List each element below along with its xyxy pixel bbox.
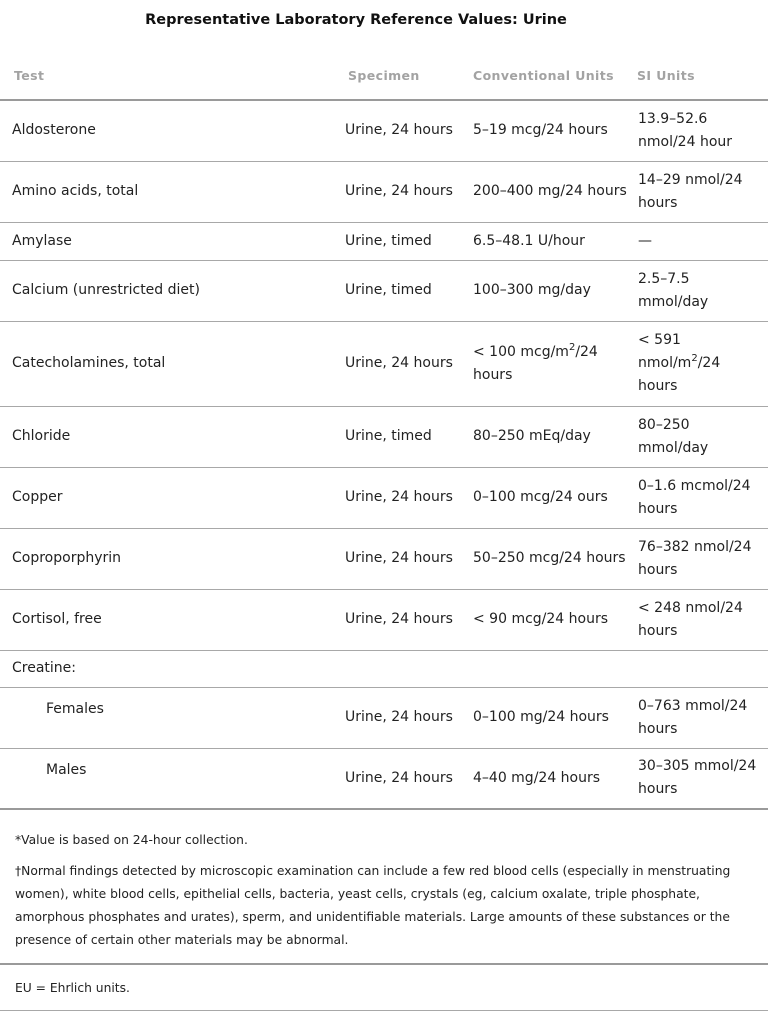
table-header-row (0, 47, 768, 100)
si-value: 2.5–7.5 mmol/day (635, 260, 768, 321)
si-value: 30–305 mmol/24 hours (635, 748, 768, 809)
bottom-divider (0, 1010, 768, 1011)
si-value-text: < 591 nmol/m (638, 332, 692, 371)
test-name: Aldosterone (0, 100, 343, 161)
footnote-divider (0, 963, 768, 965)
test-name: Females (0, 687, 343, 748)
conventional-value (471, 321, 635, 406)
reference-table (0, 47, 768, 810)
specimen: Urine, 24 hours (343, 687, 471, 748)
table-row-cortisol (0, 589, 768, 650)
footnote-microscopic-findings: †Normal findings detected by microscopic examination can include a few red blood cells (especially in menstruating women), white blood cells, epithelial cells, bacteria, yeast cells, crystals (eg, calcium oxalate, triple phosphate, amorphous phosphates and urates), sperm, and unidentifiable materials. Large amounts of these substances or the presence of certain other materials may be abnormal. (15, 864, 731, 947)
si-value: 13.9–52.6 nmol/24 hour (635, 100, 768, 161)
conventional-value: 50–250 mcg/24 hours (471, 528, 635, 589)
specimen: Urine, timed (343, 406, 471, 467)
test-name: Creatine: (0, 650, 343, 687)
table-row-amylase (0, 222, 768, 260)
si-value: 80–250 mmol/day (635, 406, 768, 467)
si-value (635, 650, 768, 687)
table-row-copper (0, 467, 768, 528)
test-name: Amino acids, total (0, 161, 343, 222)
conventional-value: 5–19 mcg/24 hours (471, 100, 635, 161)
si-value-suffix: /24 hours (638, 355, 721, 394)
test-name: Amylase (0, 222, 343, 260)
test-name: Males (0, 748, 343, 809)
si-value: 0–1.6 mcmol/24 hours (635, 467, 768, 528)
conventional-value: 80–250 mEq/day (471, 406, 635, 467)
test-name: Chloride (0, 406, 343, 467)
si-value: 14–29 nmol/24 hours (635, 161, 768, 222)
conventional-value: 0–100 mg/24 hours (471, 687, 635, 748)
test-name: Cortisol, free (0, 589, 343, 650)
test-name: Calcium (unrestricted diet) (0, 260, 343, 321)
conventional-value: 200–400 mg/24 hours (471, 161, 635, 222)
footnote-eu: EU = Ehrlich units. (15, 981, 130, 995)
test-name: Copper (0, 467, 343, 528)
specimen: Urine, 24 hours (343, 321, 471, 406)
conventional-value: 6.5–48.1 U/hour (471, 222, 635, 260)
specimen: Urine, timed (343, 260, 471, 321)
column-header-conventional-units: Conventional Units (471, 47, 635, 100)
test-name: Coproporphyrin (0, 528, 343, 589)
page-title: Representative Laboratory Reference Values: Urine (145, 12, 567, 28)
footnote-24-hour: *Value is based on 24-hour collection. (15, 833, 248, 847)
si-value: < 248 nmol/24 hours (635, 589, 768, 650)
specimen: Urine, 24 hours (343, 748, 471, 809)
specimen: Urine, 24 hours (343, 528, 471, 589)
table-row-chloride (0, 406, 768, 467)
column-header-si-units: SI Units (635, 47, 768, 100)
conventional-value-text: < 100 mcg/m (473, 343, 569, 360)
specimen: Urine, 24 hours (343, 100, 471, 161)
si-value: 0–763 mmol/24 hours (635, 687, 768, 748)
specimen: Urine, 24 hours (343, 467, 471, 528)
test-name: Catecholamines, total (0, 321, 343, 406)
conventional-value: 100–300 mg/day (471, 260, 635, 321)
specimen: Urine, 24 hours (343, 161, 471, 222)
table-row-amino-acids (0, 161, 768, 222)
table-row-calcium (0, 260, 768, 321)
specimen: Urine, timed (343, 222, 471, 260)
column-header-test: Test (0, 47, 343, 100)
specimen (343, 650, 471, 687)
table-row-creatine-group (0, 650, 768, 687)
superscript-exponent: 2 (691, 353, 698, 364)
superscript-exponent: 2 (568, 341, 576, 353)
table-row-creatine-males (0, 748, 768, 809)
si-value: 76–382 nmol/24 hours (635, 528, 768, 589)
table-row-creatine-females (0, 687, 768, 748)
conventional-value: < 90 mcg/24 hours (471, 589, 635, 650)
conventional-value: 4–40 mg/24 hours (471, 748, 635, 809)
conventional-value: 0–100 mcg/24 ours (471, 467, 635, 528)
column-header-specimen: Specimen (343, 47, 471, 100)
si-value (635, 321, 768, 406)
si-value: — (635, 222, 768, 260)
table-row-catecholamines (0, 321, 768, 406)
conventional-value-suffix: /24 hours (473, 343, 598, 383)
table-row-coproporphyrin (0, 528, 768, 589)
conventional-value (471, 650, 635, 687)
table-row-aldosterone (0, 100, 768, 161)
specimen: Urine, 24 hours (343, 589, 471, 650)
